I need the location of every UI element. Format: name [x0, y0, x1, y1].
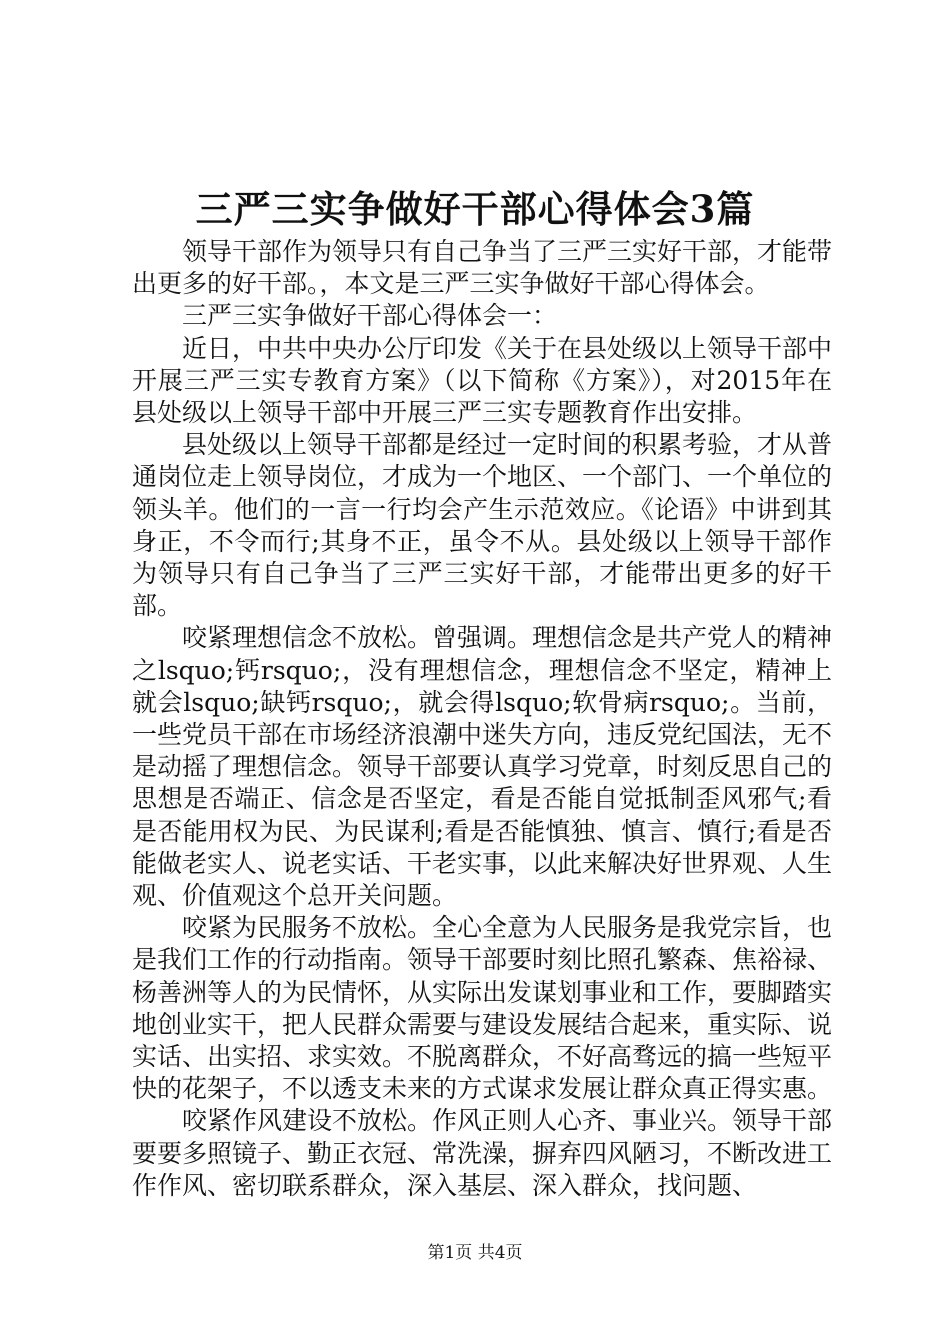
document-body — [132, 236, 832, 1202]
paragraph: 咬紧理想信念不放松。曾强调。理想信念是共产党人的精神之lsquo;钙rsquo;，没有理想信念，理想信念不坚定，精神上就会lsquo;缺钙rsquo;，就会得lsquo;软骨病rsquo;。当前，一些党员干部在市场经济浪潮中迷失方向，违反党纪国法，无不是动摇了理想信念。领导干部要认真学习党章，时刻反思自己的思想是否端正、信念是否坚定，看是否能自觉抵制歪风邪气;看是否能用权为民、为民谋利;看是否能慎独、慎言、慎行;看是否能做老实人、说老实话、干老实事，以此来解决好世界观、人生观、价值观这个总开关问题。 — [132, 623, 833, 911]
paragraph: 县处级以上领导干部都是经过一定时间的积累考验，才从普通岗位走上领导岗位，才成为一个地区、一个部门、一个单位的领头羊。他们的一言一行均会产生示范效应。《论语》中讲到其身正，不令而行;其身不正，虽令不从。县处级以上领导干部作为领导只有自己争当了三严三实好干部，才能带出更多的好干部。 — [132, 430, 833, 621]
document-title: 三严三实争做好干部心得体会3篇 — [195, 187, 755, 231]
paragraph: 近日，中共中央办公厅印发《关于在县处级以上领导干部中开展三严三实专教育方案》（以下简称《方案》），对2015年在县处级以上领导干部中开展三严三实专题教育作出安排。 — [132, 333, 833, 428]
paragraph: 咬紧为民服务不放松。全心全意为人民服务是我党宗旨，也是我们工作的行动指南。领导干部要时刻比照孔繁森、焦裕禄、杨善洲等人的为民情怀，从实际出发谋划事业和工作，要脚踏实地创业实干，把人民群众需要与建设发展结合起来，重实际、说实话、出实招、求实效。不脱离群众，不好高骛远的搞一些短平快的花架子，不以透支未来的方式谋求发展让群众真正得实惠。 — [132, 913, 833, 1104]
paragraph: 领导干部作为领导只有自己争当了三严三实好干部，才能带出更多的好干部。，本文是三严三实争做好干部心得体会。 — [132, 237, 833, 299]
paragraph: 三严三实争做好干部心得体会一： — [182, 301, 558, 331]
paragraph: 咬紧作风建设不放松。作风正则人心齐、事业兴。领导干部要要多照镜子、勤正衣冠、常洗澡，摒弃四风陋习，不断改进工作作风、密切联系群众，深入基层、深入群众，找问题、 — [132, 1106, 833, 1200]
page-footer: 第1页 共4页 — [427, 1243, 523, 1263]
